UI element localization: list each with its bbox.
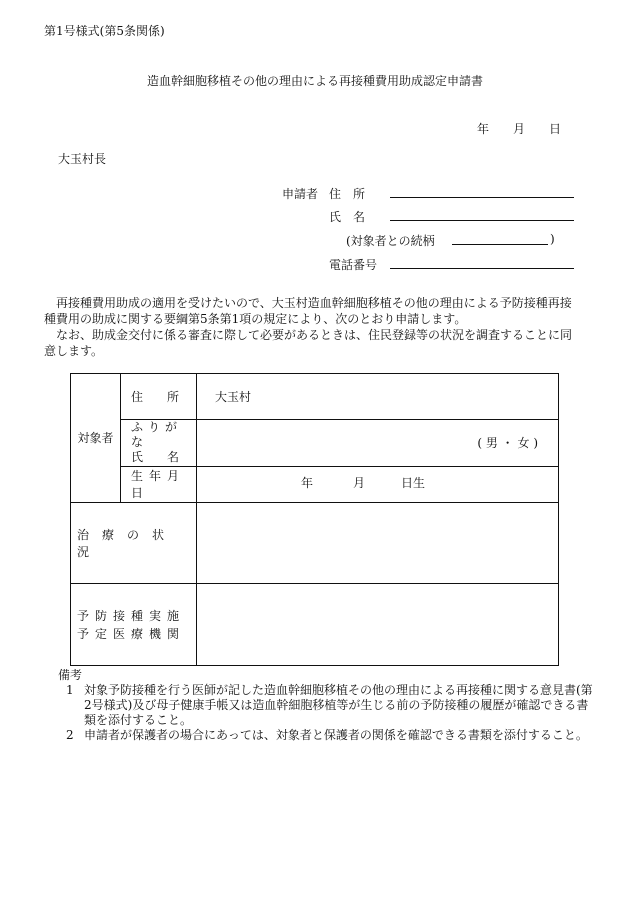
birth-year: 年 (301, 475, 314, 490)
notes-heading: 備考 (58, 668, 83, 682)
birth-value-cell[interactable] (197, 466, 559, 502)
address-value[interactable]: 大玉村 (197, 374, 559, 420)
address-label-cell (121, 374, 197, 420)
date-month: 月 (513, 122, 526, 136)
applicant-name-label: 氏 名 (329, 210, 366, 224)
note-item (44, 683, 594, 728)
relation-line[interactable] (452, 244, 548, 245)
note-text: 対象予防接種を行う医師が記した造血幹細胞移植その他の理由による再接種に関する意見書(第2号様式)及び母子健康手帳又は造血幹細胞移植等が生じる前の予防接種の履歴が確認できる書類を添付すること。 (84, 683, 593, 727)
name-value-cell[interactable] (197, 419, 559, 466)
name-label-cell (121, 419, 197, 466)
applicant-name-line[interactable] (390, 220, 574, 221)
notes-section (44, 668, 614, 743)
date-day: 日 (549, 122, 562, 136)
clinic-value[interactable] (197, 584, 559, 666)
treatment-label-cell (71, 502, 197, 584)
body-text (44, 295, 604, 359)
birth-label: 生年月日 (131, 469, 186, 501)
name-label: 氏 名 (131, 450, 180, 465)
note-text: 申請者が保護者の場合にあっては、対象者と保護者の関係を確認できる書類を添付すること。 (84, 728, 588, 742)
furigana-label: ふりがな (131, 420, 183, 450)
body-line: 種費用の助成に関する要綱第5条第1項の規定により、次のとおり申請します。 (44, 312, 467, 326)
birth-day: 日生 (401, 475, 426, 490)
body-line: 再接種費用助成の適用を受けたいので、大玉村造血幹細胞移植その他の理由による予防接種再接 (44, 296, 572, 310)
applicant-address-line[interactable] (390, 197, 574, 198)
applicant-address-label: 住 所 (329, 187, 366, 201)
relation-label: (対象者との続柄 (346, 234, 435, 248)
applicant-label: 申請者 (282, 187, 319, 201)
note-item (44, 728, 614, 743)
clinic-label-1: 予防接種実施 (77, 608, 186, 623)
note-number: 1 (66, 683, 74, 697)
addressee: 大玉村長 (58, 152, 107, 166)
form-number: 第1号様式(第5条関係) (44, 24, 165, 38)
date-year: 年 (477, 122, 490, 136)
subject-label: 対象者 (71, 374, 121, 503)
clinic-label-cell (71, 584, 197, 666)
treatment-value[interactable] (197, 502, 559, 584)
phone-line[interactable] (390, 268, 574, 269)
birth-month: 月 (353, 475, 366, 490)
body-line: 意します。 (44, 344, 104, 358)
treatment-label: 治療の状況 (77, 527, 178, 559)
document-title: 造血幹細胞移植その他の理由による再接種費用助成認定申請書 (146, 74, 483, 88)
birth-label-cell (121, 466, 197, 502)
clinic-label-2: 予定医療機関 (77, 626, 186, 641)
sex-selector[interactable]: ( 男 ・ 女 ) (477, 436, 538, 451)
relation-close: ) (550, 232, 555, 246)
note-number: 2 (66, 728, 74, 742)
phone-label: 電話番号 (329, 258, 378, 272)
body-line: なお、助成金交付に係る審査に際して必要があるときは、住民登録等の状況を調査することに同 (44, 328, 573, 342)
address-label: 住 所 (131, 389, 180, 404)
subject-table (70, 373, 559, 666)
